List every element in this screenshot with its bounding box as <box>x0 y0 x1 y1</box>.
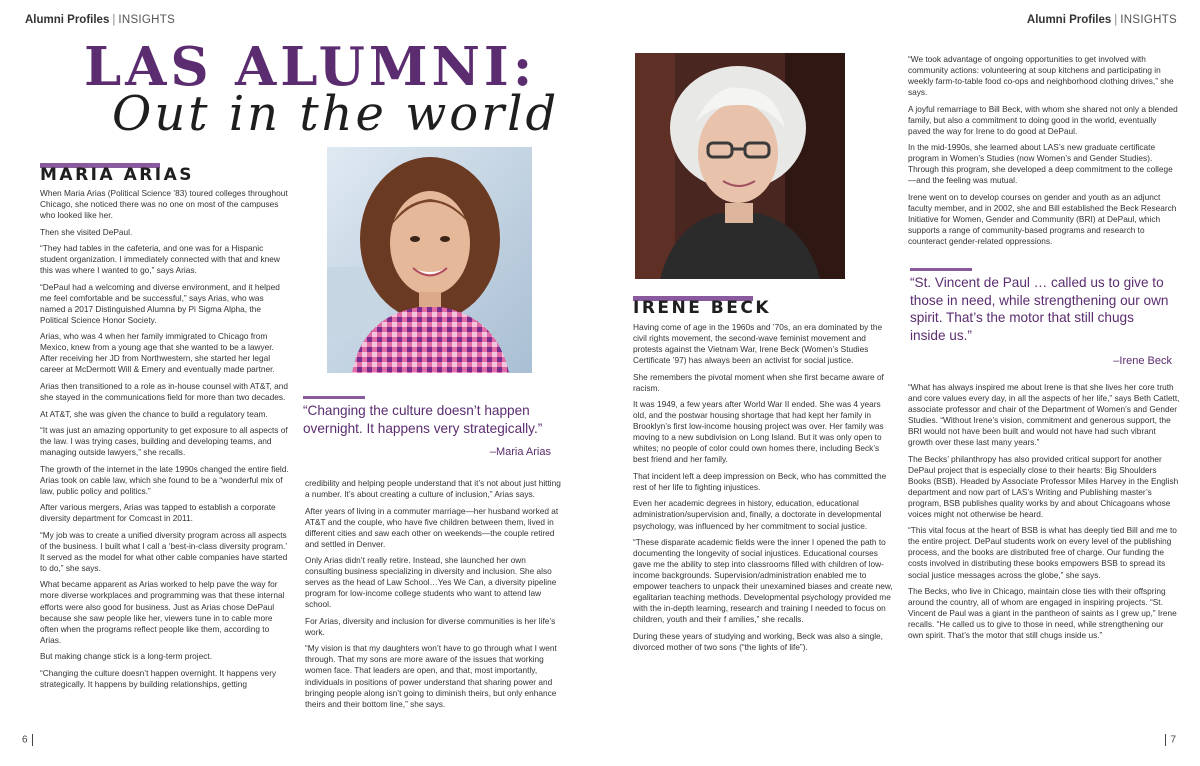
paragraph: But making change stick is a long-term project. <box>40 651 213 662</box>
paragraph: The Becks’ philanthropy has also provided critical support for another DePaul project that is especially close to their hearts: Big Shoulders Books (BSB). Headed by Associate Professor Miles Harvey in the English department and now part of LAS’s Writing and Publishing master’s program, BSB publishes quality works by and about Chicagoans whose voices might not otherwise be heard. <box>908 453 1179 519</box>
paragraph: credibility and helping people understand that it’s not about just hitting a number. It’s about creating a culture of inclusion,” Arias says. <box>305 478 561 500</box>
paragraph: “DePaul had a welcoming and diverse environment, and it helped me feel comfortable and be successful,” says Arias, who was named a 2017 Distinguished Alumna by Pi Sigma Alpha, the Political Science Honor Society. <box>40 281 280 325</box>
paragraph: Having come of age in the 1960s and ’70s, an era dominated by the civil rights movement, the second-wave feminist movement and protests against the Vietnam War, Irene Beck (Women’s Studies Certificate ’97) has always been an activist for social justice. <box>633 322 883 366</box>
paragraph: After various mergers, Arias was tapped to establish a corporate diversity department for Comcast in 2011. <box>40 502 276 524</box>
irene-column-2-continued <box>908 382 1180 647</box>
paragraph: Irene went on to develop courses on gender and youth as an adjunct faculty member, and in 2002, she and Bill established the Beck Research Initiative for Women, Gender and Community (BRI) at DePaul, which supports a range of community-based programs and research to counteract gender-related oppressions. <box>908 191 1177 246</box>
header-label: INSIGHTS <box>1120 14 1177 26</box>
irene-pull-quote: “St. Vincent de Paul … called us to give to those in need, while strengthening our own spirit. That’s the motor that still chugs inside us.” <box>910 275 1169 344</box>
header-label: INSIGHTS <box>118 14 176 26</box>
paragraph: In the mid-1990s, she learned about LAS’s new graduate certificate program in Women’s Studies (now Women’s and Gender Studies). Through this program, she developed a deep commitment to the college—and the feeling was mutual. <box>908 142 1173 186</box>
paragraph: Arias then transitioned to a role as in-house counsel with AT&T, and she stayed in the communications field for more than two decades. <box>40 380 288 402</box>
maria-arias-portrait <box>327 147 532 373</box>
irene-pull-quote-bar <box>910 268 972 271</box>
paragraph: Then she visited DePaul. <box>40 226 133 237</box>
maria-pull-quote-bar <box>303 396 365 399</box>
header-divider: | <box>1114 14 1118 26</box>
paragraph: Even her academic degrees in history, education, educational administration/supervision and, finally, a doctorate in developmental psychology, was influenced by her commitment to social justice. <box>633 498 882 531</box>
irene-quote-attribution: –Irene Beck <box>1113 355 1172 367</box>
paragraph: After years of living in a commuter marriage—her husband worked at AT&T and the couple, who have five children between them, lived in different cities and saw each other on weekends—the couple retired and settled in Denver. <box>305 505 559 549</box>
header-section: Alumni Profiles <box>1026 14 1112 26</box>
maria-pull-quote: “Changing the culture doesn’t happen overnight. It happens very strategically.” <box>303 403 543 436</box>
paragraph: That incident left a deep impression on Beck, who has committed the rest of her life to fighting injustices. <box>633 470 887 492</box>
paragraph: For Arias, diversity and inclusion for diverse communities is her life’s work. <box>305 615 556 637</box>
page-number-left <box>22 734 37 746</box>
paragraph: Arias, who was 4 when her family immigrated to Chicago from Mexico, knew from a young age that she wanted to be a lawyer. After receiving her JD from Northwestern, she started her legal career at McDermott Will & Emery and eventually made partner. <box>40 331 275 375</box>
running-header-right <box>1027 14 1177 26</box>
paragraph: “It was just an amazing opportunity to get exposure to all aspects of the law. I was trying cases, building and developing teams, and managing outside lawyers,” she recalls. <box>40 425 288 458</box>
paragraph: What became apparent as Arias worked to help pave the way for more diverse workplaces and programming was that these internal efforts were also good for business. Just as Arias chose DePaul because she saw people like her, viewers tune in to cable more often when the programs reflect people like them, according to Arias. <box>40 579 285 645</box>
page-number-right <box>1161 734 1176 746</box>
irene-column-1 <box>633 322 896 658</box>
irene-column-2 <box>908 54 1180 253</box>
paragraph: At AT&T, she was given the chance to build a regulatory team. <box>40 408 268 419</box>
paragraph: It was 1949, a few years after World War II ended. She was 4 years old, and the postwar housing shortage that had kept her family in Brooklyn’s first low-income housing project was over. Her family was moving to a new subdivision on Long Island. But it was only open to whites; no people of color could own homes there, including Beck’s best friend and her family. <box>633 399 884 465</box>
page-number-right-value: 7 <box>1170 734 1176 746</box>
paragraph: “We took advantage of ongoing opportunities to get involved with community actions: volunteering at soup kitchens and participating in weekly farm-to-table food co-ops and neighborhood clothing drives,” she says. <box>908 54 1174 98</box>
feature-subtitle: Out in the world <box>112 86 560 142</box>
irene-beck-portrait <box>635 53 845 279</box>
paragraph: “My job was to create a unified diversity program across all aspects of the business. I built what I call a ‘best-in-class diversity program.’ It served as the model for what other cable companies have started to do,” she says. <box>40 529 288 573</box>
paragraph: A joyful remarriage to Bill Beck, with whom she shared not only a blended family, but also a commitment to doing good in the world, eventually paved the way for Irene to do good at DePaul. <box>908 103 1178 136</box>
paragraph: “Changing the culture doesn’t happen overnight. It happens very strategically. It happens by building relationships, getting <box>40 667 277 689</box>
maria-name-heading: MARIA ARIAS <box>40 165 195 185</box>
irene-name-heading: IRENE BECK <box>633 298 772 318</box>
paragraph: When Maria Arias (Political Science ’83) toured colleges throughout Chicago, she noticed there was no one on most of the campuses who looked like her. <box>40 188 288 221</box>
paragraph: Only Arias didn’t really retire. Instead, she launched her own consulting business specializing in diversity and inclusion. She also serves as the head of Law School…Yes We Can, a diversity pipeline program for low-income college students who want to attend law school. <box>305 555 557 610</box>
paragraph: During these years of studying and working, Beck was also a single, divorced mother of two sons (“the lights of life”). <box>633 630 883 652</box>
paragraph: “My vision is that my daughters won’t have to go through what I went through. That my sons are more aware of the issues that working women face. That leaders are open, and that, most importantly, individuals in positions of power understand that sharing power and bringing people along isn’t going to diminish theirs, but only enhance theirs and their bottom line,” she says. <box>305 643 557 709</box>
page-number-left-value: 6 <box>22 734 28 746</box>
paragraph: The Becks, who live in Chicago, maintain close ties with their offspring around the country, all of whom are engaged in inspiring projects. “St. Vincent de Paul was a giant in the pantheon of saints as I grew up,” Irene recalls. “He called us to give to those in need, while strengthening our own spirit. That’s the motor that still chugs inside us.” <box>908 586 1177 641</box>
paragraph: The growth of the internet in the late 1990s changed the entire field. Arias took on cable law, which she found to be a “wonderful mix of law, public policy and politics.” <box>40 463 289 496</box>
header-section: Alumni Profiles <box>25 14 110 26</box>
header-divider: | <box>112 14 116 26</box>
paragraph: “What has always inspired me about Irene is that she lives her core truth and core values every day, in all the aspects of her life,” says Beth Catlett, associate professor and chair of the Department of Women’s and Gender Studies. “Without Irene’s vision, commitment and generous support, the BRI would not have been built and would not have had such vibrant growth over these last many years.” <box>908 382 1180 448</box>
paragraph: “They had tables in the cafeteria, and one was for a Hispanic student organization. I immediately connected with that and knew this was where I wanted to go,” says Arias. <box>40 243 280 276</box>
running-header-left <box>25 14 175 26</box>
paragraph: She remembers the pivotal moment when she first became aware of racism. <box>633 371 884 393</box>
maria-quote-attribution: –Maria Arias <box>489 446 551 458</box>
feature-title: LAS ALUMNI: <box>84 36 537 98</box>
maria-column-1 <box>40 188 290 695</box>
right-page <box>600 0 1200 766</box>
paragraph: “These disparate academic fields were the inner I opened the path to documenting the longevity of social injustices. Educational courses gave me the ability to step into classrooms filled with children of low-income backgrounds. Supervision/administration enabled me to empower teachers to unpack their unexamined biases and create new, egalitarian teaching methods. Developmental psychology provided me with the in-depth learning, research and training I needed to focus on children, youth and their f amilies,” she recalls. <box>633 537 893 625</box>
maria-column-2 <box>305 478 565 715</box>
paragraph: “This vital focus at the heart of BSB is what has deeply tied Bill and me to the entire project. DePaul students work on every level of the publishing process, and the books are distributed free of charge. Our funding the costs involved in distributing these books empowers BSB to spread its social justice messages across the globe,” she says. <box>908 525 1177 580</box>
